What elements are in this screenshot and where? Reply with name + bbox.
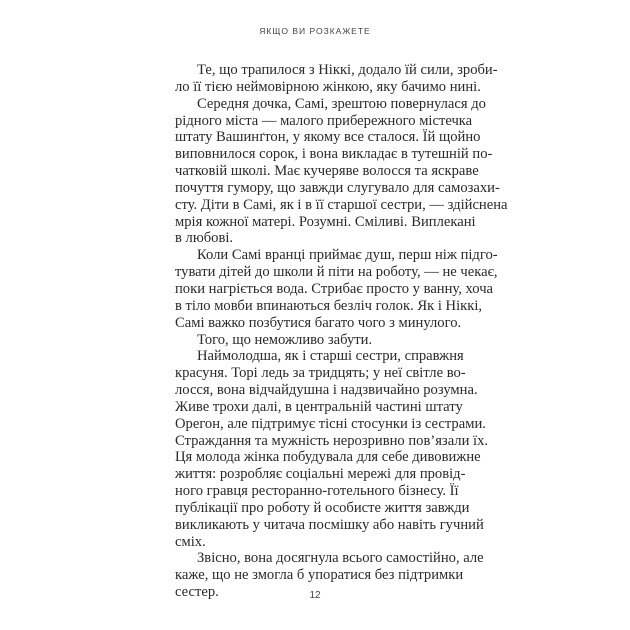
text-line: поки нагріється вода. Стрибає просто у ванну, хоча (175, 280, 494, 297)
text-line: чатковій школі. Має кучеряве волосся та яскраве (175, 163, 479, 180)
page-number: 12 (309, 590, 321, 601)
text-line: Звісно, вона досягнула всього самостійно, але (197, 550, 484, 567)
text-line: Того, що неможливо забути. (197, 331, 373, 348)
text-line: Коли Самі вранці приймає душ, перш ніж підго- (197, 247, 498, 264)
text-line: каже, що не змогла б упоратися без підтримки (175, 567, 464, 584)
text-line: Самі важко позбутися багато чого з минулого. (175, 314, 462, 331)
text-line: красуня. Торі ледь за тридцять; у неї світле во- (175, 365, 466, 382)
text-line: Середня дочка, Самі, зрештою повернулася до (197, 95, 486, 112)
text-line: сту. Діти в Самі, як і в її старшої сестри, — здійснена (175, 196, 508, 213)
text-line: в тіло мовби впинаються безліч голок. Як і Ніккі, (175, 297, 483, 314)
text-line: публікації про роботу й особисте життя завжди (175, 499, 470, 516)
text-line: лосся, вона відчайдушна і надзвичайно розумна. (175, 382, 478, 399)
text-line: ло її тією неймовірною жінкою, яку бачимо нині. (175, 78, 481, 95)
text-line: тувати дітей до школи й піти на роботу, — не чекає, (175, 264, 498, 281)
text-line: Живе трохи далі, в центральній частині штату (175, 398, 463, 415)
text-line: мрія кожної матері. Розумні. Сміливі. Виплекані (175, 213, 476, 230)
text-line: виповнилося сорок, і вона викладає в тутешній по- (175, 146, 493, 163)
text-line: Страждання та мужність нерозривно пов’язали їх. (175, 432, 489, 449)
text-line: Ця молода жінка побудувала для себе дивовижне (175, 449, 481, 466)
text-line: життя: розробляє соціальні мережі для провід- (175, 466, 466, 483)
text-line: почуття гумору, що завжди слугувало для самозахи- (175, 179, 500, 196)
text-line: рідного міста — малого прибережного містечка (175, 112, 473, 129)
text-line: викликають у читача посмішку або навіть гучний (175, 516, 484, 533)
text-line: Наймолодша, як і старші сестри, справжня (197, 348, 464, 365)
text-line: Орегон, але підтримує тісні стосунки із сестрами. (175, 415, 486, 432)
running-head: ЯКЩО ВИ РОЗКАЖЕТЕ (259, 26, 371, 36)
text-line: ного гравця ресторанно-готельного бізнесу. Її (175, 483, 459, 500)
text-line: сестер. (175, 584, 219, 601)
text-line: штату Вашинґтон, у якому все сталося. Їй щойно (175, 129, 481, 146)
body-text (175, 62, 508, 601)
text-line: сміх. (175, 533, 206, 550)
text-line: Те, що трапилося з Ніккі, додало їй сили, зроби- (197, 62, 498, 78)
text-line: в любові. (175, 230, 234, 247)
